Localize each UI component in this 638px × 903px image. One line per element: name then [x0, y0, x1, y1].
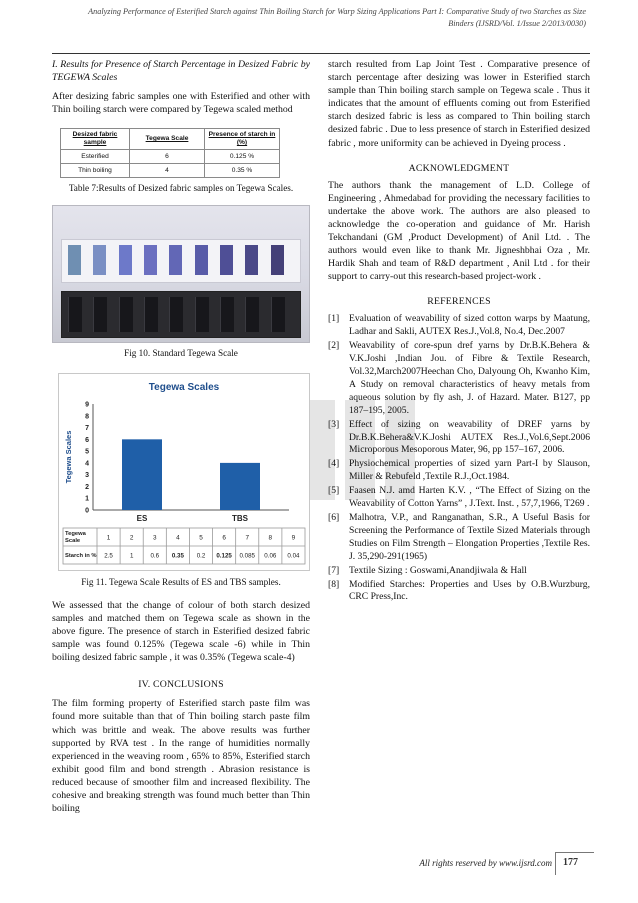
- scale-table-cell: 9: [291, 534, 296, 542]
- scale-table-cell: 0.04: [287, 552, 300, 560]
- footer-site-link[interactable]: www.ijsrd.com: [498, 858, 552, 868]
- color-swatch: [245, 245, 258, 275]
- y-tick-label: 1: [85, 496, 89, 504]
- x-tick-label: TBS: [232, 514, 248, 524]
- list-item: [328, 340, 590, 417]
- color-swatch: [144, 245, 157, 275]
- right-column: [328, 58, 590, 605]
- fig10-caption: Fig 10. Standard Tegewa Scale: [124, 347, 238, 358]
- table-cell: Esterified: [61, 150, 130, 164]
- fig11-caption: Fig 11. Tegewa Scale Results of ES and TBS samples.: [81, 577, 281, 588]
- scale-table-cell: 0.2: [196, 552, 206, 560]
- acknowledgment-heading: ACKNOWLEDGMENT: [408, 162, 510, 174]
- reference-number: [3]: [328, 418, 340, 430]
- list-item: [328, 313, 590, 339]
- scale-table-cell: 0.35: [171, 552, 184, 560]
- scale-table-cell: 6: [222, 534, 226, 542]
- scale-table-cell: 7: [245, 534, 250, 542]
- y-tick-label: 4: [85, 460, 89, 468]
- x-tick-label: ES: [136, 514, 148, 524]
- header-line-1: Analyzing Performance of Esterified Starch against Thin Boiling Starch for Warp Sizing Applications Part I: Comparative Study of two Starches as Size: [88, 7, 586, 16]
- reference-number: [7]: [328, 564, 340, 576]
- list-item: [328, 458, 590, 484]
- scale-table-cell: 4: [176, 534, 180, 542]
- y-tick-label: 5: [85, 448, 89, 456]
- tegewa-scale-photo: [52, 205, 310, 343]
- reference-number: [6]: [328, 512, 340, 523]
- reference-number: [4]: [328, 458, 340, 470]
- black-card-cell: [271, 297, 285, 332]
- scale-table-cell: 5: [199, 534, 203, 542]
- conclusions-heading: IV. CONCLUSIONS: [138, 679, 224, 691]
- table-cell: 0.35 %: [205, 164, 280, 178]
- y-axis-label: Tegewa Scales: [64, 430, 73, 484]
- color-swatch: [93, 245, 106, 275]
- reference-text: Weavability of core-spun dref yarns by Dr.B.K.Behera & V.K.Joshi ,Indian Jou. of Fibre & Textile Research, Vol.32,March2007Heechan Cho, Dalyoung Oh, Kwanho Kim, A Study on removal characteristics of heavy metals from aqueous solution by fly ash, J. of Hazard. Mater. B127, pp 187–195, 2005.: [349, 340, 590, 416]
- scale-table-cell: 1: [106, 534, 111, 542]
- color-swatch: [68, 245, 81, 275]
- color-swatch: [169, 245, 182, 275]
- scale-table-row-label: Starch in %: [65, 553, 97, 560]
- list-item: [328, 485, 590, 511]
- scale-table-row-label: Tegewa: [65, 531, 86, 538]
- reference-text: Malhotra, V.P., and Ranganathan, S.R., A Useful Basis for Screening the Performance of Textile Sized Materials through Studies on Film Strength – Elongation Properties ,Textile Res. J. 35,290-291(1965): [349, 512, 590, 562]
- list-item: [328, 512, 590, 564]
- y-tick-label: 8: [85, 413, 89, 421]
- reference-text: Textile Sizing : Goswami,Anandjiwala & Hall: [349, 564, 527, 576]
- running-header: [58, 6, 586, 29]
- black-card-strip: [61, 291, 301, 338]
- reference-text: Modified Starches: Properties and Uses by O.B.Wurzburg, CRC Press,Inc.: [349, 578, 590, 603]
- color-swatch-strip: [61, 239, 301, 283]
- list-item: [328, 419, 590, 458]
- color-swatch: [119, 245, 132, 275]
- table-row: [61, 164, 280, 178]
- black-card-cell: [195, 297, 209, 332]
- bar: [122, 440, 162, 511]
- reference-text: Effect of sizing on weavability of DREF yarns by Dr.B.K.Behera&V.K.Joshi AUTEX Res.J.,Vol.6,Sept.2006 Microporous Mesoporous Mater, 96, pp 157–167, 2006.: [349, 418, 590, 456]
- scale-table-cell: 2: [129, 534, 134, 542]
- scale-table-cell: 8: [268, 534, 273, 542]
- y-tick-label: 3: [85, 472, 89, 480]
- intro-paragraph: After desizing fabric samples one with Esterified and other with Thin boiling starch were compared by Tegewa scaled method: [52, 91, 310, 116]
- reference-number: [1]: [328, 313, 340, 325]
- table-row: [61, 150, 280, 164]
- conclusions-paragraph: The film forming property of Esterified starch paste film was found more suitable than that of Thin boiling starch paste film which was brittle and weak. The above results was further supported by RVA test . In the range of humidities normally experienced in the weaving room , 65% to 85%, Esterified starch exhibit good film and bond strength . Abrasion resistance is reduced because of smoother film and increased flexibility. The cohesive and breaking strength was found much better than Thin boiling: [52, 698, 310, 815]
- color-swatch: [271, 245, 284, 275]
- left-column: [52, 58, 310, 815]
- table-cell: Thin boiling: [61, 164, 130, 178]
- reference-text: Physiochemical properties of sized yarn Part-I by Slauson, Miller & Rebufeld ,Textile R.J.,Oct.1984.: [349, 458, 590, 483]
- table-cell: 4: [130, 164, 205, 178]
- list-item: [328, 565, 590, 578]
- y-tick-label: 9: [85, 401, 89, 409]
- color-swatch: [195, 245, 208, 275]
- footer-rights-text: All rights reserved by: [419, 858, 499, 868]
- header-rule: [52, 53, 590, 54]
- table-cell: 0.125 %: [205, 150, 280, 164]
- black-card-cell: [144, 297, 158, 332]
- header-line-2: Binders (IJSRD/Vol. 1/Issue 2/2013/0030): [448, 18, 586, 28]
- page-number: 177: [563, 857, 578, 868]
- y-tick-label: 7: [85, 425, 89, 433]
- references-list: [328, 313, 590, 604]
- scale-table-cell: 0.06: [264, 552, 277, 560]
- table7-header: Presence of starch in (%): [205, 129, 280, 150]
- black-card-cell: [220, 297, 234, 332]
- chart-title: Tegewa Scales: [148, 382, 220, 394]
- y-tick-label: 0: [85, 507, 89, 515]
- scale-table-cell: 0.085: [239, 552, 255, 560]
- scale-table-cell: 3: [152, 534, 157, 542]
- scale-table-row-label: Scale: [65, 538, 81, 545]
- table7-header: Desized fabric sample: [61, 129, 130, 150]
- black-card-cell: [245, 297, 259, 332]
- scale-table-cell: 2.5: [104, 552, 113, 560]
- black-card-cell: [93, 297, 107, 332]
- acknowledgment-paragraph: The authors thank the management of L.D. College of Engineering , Ahmedabad for providing the necessary facilities to undertake the above work. The authors are also pleased to acknowledge the co-operation and guidance of Mr. Harish Tekchandani (GM ,Product Development) of Anil Ltd. . The authors would even like to thank Mr. Jigneshbhai Oza , Mr. Hardik Shah and team of R&D department , Anil Ltd . for their support to carry-out this research-based project-work .: [328, 179, 590, 283]
- scale-table-cell: 1: [129, 552, 134, 560]
- black-card-cell: [169, 297, 183, 332]
- table7-header: Tegewa Scale: [130, 129, 205, 150]
- reference-text: Faasen N.J. amd Harten K.V. , “The Effect of Sizing on the Weavability of Cotton Yarns” , J.Text. Inst. , 57,7,1966, T269 .: [349, 485, 590, 510]
- continued-paragraph: starch resulted from Lap Joint Test . Comparative presence of starch percentage after desizing was lower in Esterified starch sample than Thin boiling starch sample on Tegewa scale . Thus it indicates that the amount of effluents coming out from Esterified starch desized fabric is less as compared to Thin boiling starch desized fabric . Due to less presence of starch in Esterified desized fabric , more uniformity can be achieved in Dyeing process .: [328, 59, 590, 149]
- black-card-cell: [119, 297, 133, 332]
- tegewa-chart: [58, 373, 310, 571]
- reference-number: [2]: [328, 340, 340, 352]
- reference-number: [8]: [328, 578, 340, 590]
- reference-text: Evaluation of weavability of sized cotton warps by Maatung, Ladhar and Sakli, AUTEX Res.J.,Vol.8, No.4, Dec.2007: [349, 313, 590, 338]
- table-7: [60, 128, 310, 178]
- table7-caption: Table 7:Results of Desized fabric samples on Tegewa Scales.: [68, 183, 294, 194]
- references-heading: REFERENCES: [427, 296, 491, 308]
- section-subheading: I. Results for Presence of Starch Percentage in Desized Fabric by TEGEWA Scales: [52, 59, 310, 84]
- footer-rights: [419, 858, 552, 868]
- table-cell: 6: [130, 150, 205, 164]
- assessment-paragraph: We assessed that the change of colour of both starch desized samples and matched them on Tegewa scale as shown in the above figure. The presence of starch in Esterified desized fabric sample was found 0.125% (Tegewa scale -6) while in Thin boiling desized fabric sample , it was 0.35% (Tegewa scale-4): [52, 599, 310, 664]
- color-swatch: [220, 245, 233, 275]
- bar: [220, 463, 260, 510]
- y-tick-label: 2: [85, 484, 89, 492]
- tegewa-bar-chart: [59, 374, 309, 570]
- list-item: [328, 579, 590, 605]
- reference-number: [5]: [328, 485, 340, 497]
- scale-table-cell: 0.6: [150, 552, 160, 560]
- black-card-cell: [68, 297, 82, 332]
- y-tick-label: 6: [85, 437, 89, 445]
- scale-table-cell: 0.125: [216, 552, 232, 560]
